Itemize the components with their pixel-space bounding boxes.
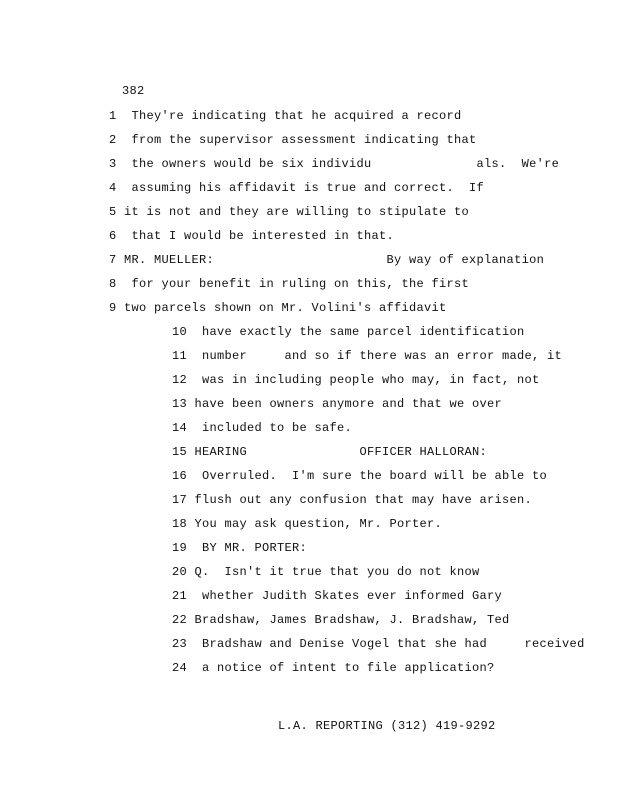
- transcript-line-16: 16 Overruled. I'm sure the board will be able to: [172, 469, 548, 483]
- transcript-line-15: 15 HEARING OFFICER HALLORAN:: [172, 445, 488, 459]
- transcript-line-13: 13 have been owners anymore and that we over: [172, 397, 503, 411]
- transcript-line-10: 10 have exactly the same parcel identification: [172, 325, 525, 339]
- transcript-line-22: 22 Bradshaw, James Bradshaw, J. Bradshaw, Ted: [172, 613, 510, 627]
- transcript-line-8: 8 for your benefit in ruling on this, the first: [109, 277, 470, 291]
- transcript-line-21: 21 whether Judith Skates ever informed Gary: [172, 589, 503, 603]
- transcript-line-19: 19 BY MR. PORTER:: [172, 541, 308, 555]
- transcript-line-2: 2 from the supervisor assessment indicating that: [109, 133, 477, 147]
- transcript-line-17: 17 flush out any confusion that may have arisen.: [172, 493, 533, 507]
- transcript-line-9: 9 two parcels shown on Mr. Volini's affidavit: [109, 301, 447, 315]
- reporter-footer: L.A. REPORTING (312) 419-9292: [278, 719, 496, 733]
- transcript-line-24: 24 a notice of intent to file application?: [172, 661, 495, 675]
- transcript-line-5: 5 it is not and they are willing to stipulate to: [109, 205, 470, 219]
- transcript-line-4: 4 assuming his affidavit is true and correct. If: [109, 181, 485, 195]
- transcript-line-14: 14 included to be safe.: [172, 421, 353, 435]
- transcript-line-7: 7 MR. MUELLER: By way of explanation: [109, 253, 545, 267]
- transcript-line-23: 23 Bradshaw and Denise Vogel that she had received: [172, 637, 585, 651]
- transcript-line-18: 18 You may ask question, Mr. Porter.: [172, 517, 443, 531]
- transcript-line-1: 1 They're indicating that he acquired a record: [109, 109, 462, 123]
- transcript-line-6: 6 that I would be interested in that.: [109, 229, 395, 243]
- page-number: 382: [122, 84, 145, 98]
- transcript-line-20: 20 Q. Isn't it true that you do not know: [172, 565, 480, 579]
- transcript-line-11: 11 number and so if there was an error made, it: [172, 349, 563, 363]
- transcript-line-12: 12 was in including people who may, in fact, not: [172, 373, 540, 387]
- transcript-line-3: 3 the owners would be six individu als. We're: [109, 157, 560, 171]
